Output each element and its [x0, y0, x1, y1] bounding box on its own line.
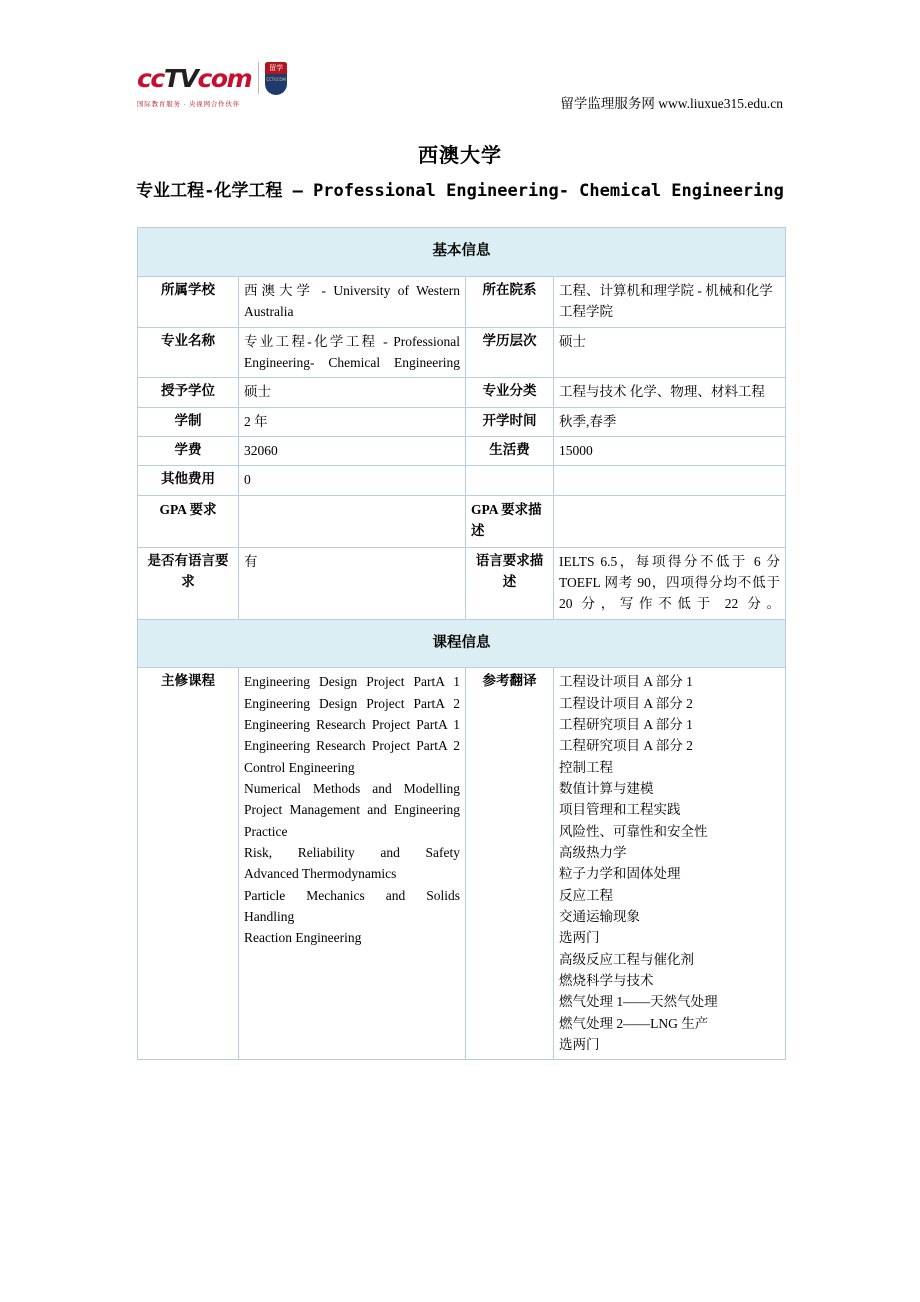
course-zh-item: 选两门: [559, 930, 600, 946]
course-zh-item: 高级热力学: [559, 845, 627, 861]
label-duration: 学制: [138, 407, 239, 436]
table-row-gpa: [138, 495, 786, 547]
section-header-course-info: 课程信息: [138, 619, 786, 668]
page-title: 西澳大学: [418, 143, 502, 167]
label-category: 专业分类: [466, 378, 554, 407]
course-en-item: Project Management and Engineering Practice: [244, 802, 460, 839]
course-zh-item: 选两门: [559, 1037, 600, 1052]
logo-divider: [258, 62, 259, 94]
label-degree-awarded: 授予学位: [138, 378, 239, 407]
label-tuition: 学费: [138, 436, 239, 465]
value-tuition: 32060: [239, 436, 466, 465]
value-degree-awarded: 硕士: [239, 378, 466, 407]
label-program-name: 专业名称: [138, 327, 239, 378]
table-row-courses: [138, 668, 786, 1060]
value-degree-level: 硕士: [554, 327, 786, 378]
label-other-fee: 其他费用: [138, 466, 239, 495]
label-gpa: GPA 要求: [138, 495, 239, 547]
logo-cctv-part2: TV: [163, 63, 198, 93]
table-row-language: [138, 547, 786, 619]
logo-cctv-part1: cc: [137, 63, 164, 93]
table-row-course-header: [138, 619, 786, 668]
badge-sublabel: CCTV.COM: [266, 76, 286, 82]
label-other-fee-right: [466, 466, 554, 495]
value-translation: [554, 668, 786, 1060]
course-zh-item: 项目管理和工程实践: [559, 802, 681, 818]
badge-label: 留学: [269, 63, 284, 72]
course-en-item: Engineering Research Project PartA 2: [244, 738, 460, 754]
value-duration: 2 年: [239, 407, 466, 436]
course-zh-item: 燃烧科学与技术: [559, 973, 654, 989]
value-category: 工程与技术 化学、物理、材料工程: [554, 378, 786, 407]
course-en-item: Engineering Design Project PartA 2: [244, 695, 460, 711]
logo-tagline: 国际教育服务 · 央视网合作伙伴: [137, 101, 241, 108]
cctv-wordmark: [137, 63, 252, 93]
course-zh-item: 高级反应工程与催化剂: [559, 951, 694, 967]
label-gpa-desc: GPA 要求描述: [466, 495, 554, 547]
value-living-cost: 15000: [554, 436, 786, 465]
value-main-courses: [239, 668, 466, 1060]
value-school: 西澳大学 - University of Western Australia: [239, 276, 466, 327]
course-zh-item: 燃气处理 1——天然气处理: [559, 994, 718, 1010]
program-info-table: [137, 227, 786, 1060]
course-en-item: Particle Mechanics and Solids Handling: [244, 887, 460, 925]
table-row-tuition: [138, 436, 786, 465]
value-gpa-desc: [554, 495, 786, 547]
table-row-other-fee: [138, 466, 786, 495]
course-zh-item: 反应工程: [559, 887, 613, 903]
label-intake: 开学时间: [466, 407, 554, 436]
course-en-item: Advanced Thermodynamics: [244, 866, 397, 882]
value-intake: 秋季,春季: [554, 407, 786, 436]
course-zh-item: 控制工程: [559, 759, 613, 775]
table-row-basic-header: [138, 228, 786, 277]
masthead: [0, 58, 920, 120]
logo-row: [137, 58, 287, 98]
course-zh-item: 风险性、可靠性和安全性: [559, 823, 708, 839]
section-header-basic-info: 基本信息: [138, 228, 786, 277]
value-other-fee-right: [554, 466, 786, 495]
course-zh-item: 数值计算与建模: [559, 781, 654, 797]
label-translation: 参考翻译: [466, 668, 554, 1060]
value-language-desc: [554, 547, 786, 619]
language-desc-line-2: TOEFL 网考 90，四项得分均不低于 20 分，写作不低于 22 分。: [559, 574, 780, 612]
course-zh-item: 燃气处理 2——LNG 生产: [559, 1015, 709, 1031]
cctv-logo: [137, 58, 287, 116]
value-gpa: [239, 495, 466, 547]
value-other-fee: 0: [239, 466, 466, 495]
label-living-cost: 生活费: [466, 436, 554, 465]
course-en-item: Engineering Design Project PartA 1: [244, 674, 460, 690]
value-faculty: 工程、计算机和理学院 - 机械和化学工程学院: [554, 276, 786, 327]
table-row-program: [138, 327, 786, 378]
language-desc-line-1: IELTS 6.5，每项得分不低于 6 分: [559, 553, 780, 569]
course-en-item: Numerical Methods and Modelling: [244, 781, 460, 797]
course-en-item: Control Engineering: [244, 759, 355, 775]
course-zh-item: 工程设计项目 A 部分 1: [559, 674, 693, 690]
label-degree-level: 学历层次: [466, 327, 554, 378]
table-row-degree: [138, 378, 786, 407]
course-en-item: Risk, Reliability and Safety: [244, 845, 460, 861]
course-en-item: Reaction Engineering: [244, 930, 362, 946]
course-zh-item: 工程设计项目 A 部分 2: [559, 695, 693, 711]
study-abroad-badge-icon: [265, 62, 287, 95]
value-language-required: 有: [239, 547, 466, 619]
label-faculty: 所在院系: [466, 276, 554, 327]
label-school: 所属学校: [138, 276, 239, 327]
page-subtitle: 专业工程-化学工程 – Professional Engineering- Chemical Engineering: [136, 181, 784, 201]
site-watermark: 留学监理服务网 www.liuxue315.edu.cn: [560, 96, 783, 111]
label-language-desc: 语言要求描述: [466, 547, 554, 619]
table-row-duration: [138, 407, 786, 436]
course-zh-item: 工程研究项目 A 部分 1: [559, 717, 693, 733]
label-language-required: 是否有语言要求: [138, 547, 239, 619]
course-zh-item: 交通运输现象: [559, 909, 640, 925]
course-en-item: Engineering Research Project PartA 1: [244, 717, 460, 733]
logo-cctv-part3: com: [197, 63, 252, 93]
label-main-courses: 主修课程: [138, 668, 239, 1060]
table-row-school: [138, 276, 786, 327]
value-program-name: 专业工程-化学工程 - Professional Engineering- Chemical Engineering: [239, 327, 466, 378]
course-zh-item: 工程研究项目 A 部分 2: [559, 738, 693, 754]
course-zh-item: 粒子力学和固体处理: [559, 866, 681, 882]
